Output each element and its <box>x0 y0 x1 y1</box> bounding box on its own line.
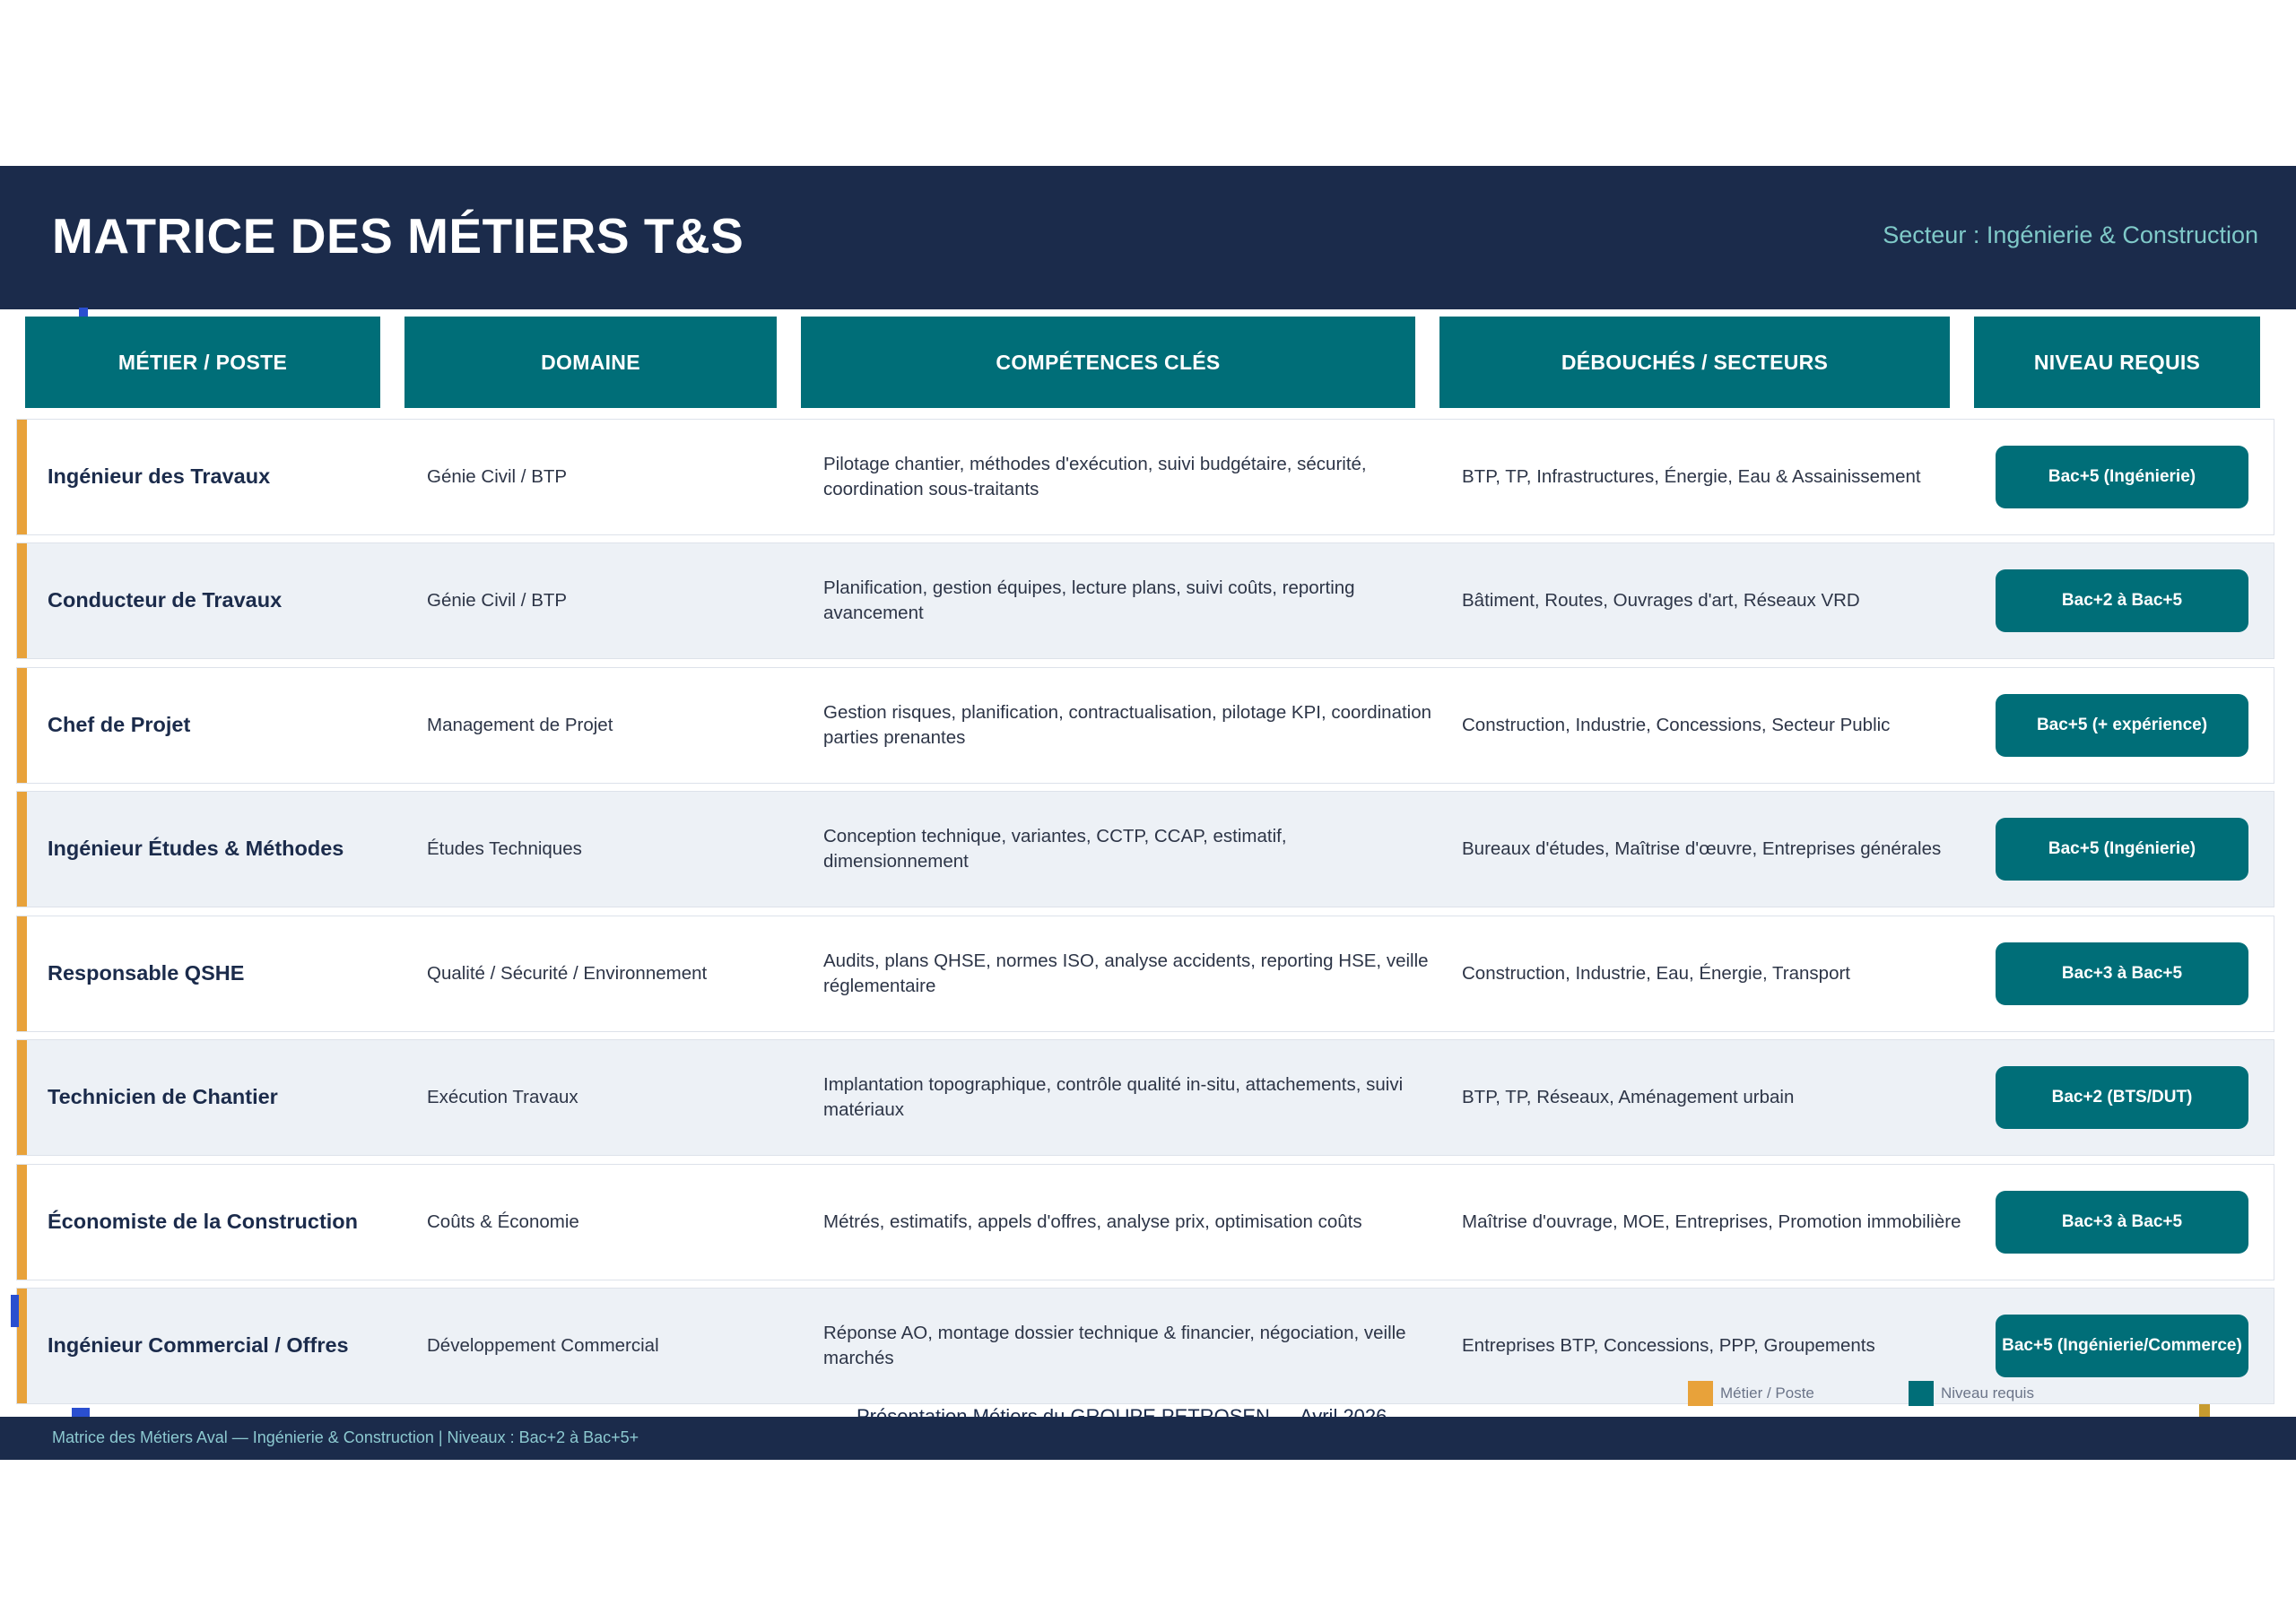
outlets-cell: Bureaux d'études, Maîtrise d'œuvre, Entreprises générales <box>1462 838 1942 860</box>
skills-cell: Réponse AO, montage dossier technique & financier, négociation, veille marchés <box>823 1323 1406 1368</box>
legend-swatch-orange <box>1688 1381 1713 1406</box>
skills-cell: Planification, gestion équipes, lecture plans, suivi coûts, reporting avancement <box>823 577 1355 623</box>
table-row <box>16 916 2274 1032</box>
skills-cell: Conception technique, variantes, CCTP, CCAP, estimatif, dimensionnement <box>823 826 1287 872</box>
job-title: Technicien de Chantier <box>48 1085 278 1109</box>
skills-cell: Implantation topographique, contrôle qualité in-situ, attachements, suivi matériaux <box>823 1074 1404 1120</box>
level-badge: Bac+5 (+ expérience) <box>1996 694 2248 757</box>
outlets-cell: Entreprises BTP, Concessions, PPP, Groupements <box>1462 1335 1875 1357</box>
outlets-cell: Bâtiment, Routes, Ouvrages d'art, Réseaux VRD <box>1462 590 1860 612</box>
table-row <box>16 791 2274 907</box>
column-header-skills: COMPÉTENCES CLÉS <box>801 317 1415 408</box>
decorative-fragment <box>2199 1404 2210 1417</box>
outlets-cell: BTP, TP, Réseaux, Aménagement urbain <box>1462 1087 1795 1108</box>
outlets-cell: Construction, Industrie, Concessions, Secteur Public <box>1462 715 1891 736</box>
domain-cell: Études Techniques <box>427 838 582 860</box>
decorative-fragment <box>11 1295 19 1327</box>
legend-item-job <box>1688 1381 1814 1406</box>
domain-cell: Management de Projet <box>427 715 613 736</box>
row-accent-bar <box>17 543 27 658</box>
skills-cell: Gestion risques, planification, contractualisation, pilotage KPI, coordination parties prenantes <box>823 702 1432 748</box>
column-header-job: MÉTIER / POSTE <box>25 317 380 408</box>
column-header-level: NIVEAU REQUIS <box>1974 317 2260 408</box>
row-accent-bar <box>17 792 27 907</box>
legend-item-level <box>1909 1381 2034 1406</box>
job-title: Ingénieur des Travaux <box>48 464 271 489</box>
legend-label: Métier / Poste <box>1720 1384 1814 1402</box>
outlets-cell: Construction, Industrie, Eau, Énergie, Transport <box>1462 963 1851 985</box>
outlets-cell: Maîtrise d'ouvrage, MOE, Entreprises, Promotion immobilière <box>1462 1211 1961 1233</box>
legend-label: Niveau requis <box>1941 1384 2034 1402</box>
page-title: MATRICE DES MÉTIERS T&S <box>52 208 744 264</box>
skills-cell: Métrés, estimatifs, appels d'offres, analyse prix, optimisation coûts <box>823 1211 1362 1233</box>
table-row <box>16 667 2274 784</box>
domain-cell: Coûts & Économie <box>427 1211 579 1233</box>
legend-swatch-teal <box>1909 1381 1934 1406</box>
table-row <box>16 542 2274 659</box>
level-badge: Bac+2 (BTS/DUT) <box>1996 1066 2248 1129</box>
row-accent-bar <box>17 420 27 534</box>
table-row <box>16 1164 2274 1280</box>
outlets-cell: BTP, TP, Infrastructures, Énergie, Eau & Assainissement <box>1462 466 1921 488</box>
level-badge: Bac+3 à Bac+5 <box>1996 942 2248 1005</box>
column-header-outlets: DÉBOUCHÉS / SECTEURS <box>1439 317 1950 408</box>
domain-cell: Génie Civil / BTP <box>427 590 568 612</box>
page-header <box>0 166 2296 309</box>
job-title: Économiste de la Construction <box>48 1210 359 1234</box>
table-row <box>16 1039 2274 1156</box>
job-title: Ingénieur Études & Méthodes <box>48 837 344 861</box>
level-badge: Bac+3 à Bac+5 <box>1996 1191 2248 1254</box>
domain-cell: Développement Commercial <box>427 1335 659 1357</box>
domain-cell: Exécution Travaux <box>427 1087 578 1108</box>
row-accent-bar <box>17 1165 27 1280</box>
row-accent-bar <box>17 916 27 1031</box>
level-badge: Bac+5 (Ingénierie/Commerce) <box>1996 1315 2248 1377</box>
table-row <box>16 419 2274 535</box>
level-badge: Bac+5 (Ingénierie) <box>1996 446 2248 508</box>
sector-subtitle: Secteur : Ingénierie & Construction <box>1883 221 2258 248</box>
job-title: Chef de Projet <box>48 713 191 737</box>
skills-cell: Audits, plans QHSE, normes ISO, analyse accidents, reporting HSE, veille réglementaire <box>823 950 1429 996</box>
row-accent-bar <box>17 668 27 783</box>
page-footer <box>0 1417 2296 1460</box>
row-accent-bar <box>17 1040 27 1155</box>
level-badge: Bac+5 (Ingénierie) <box>1996 818 2248 881</box>
job-title: Responsable QSHE <box>48 961 245 985</box>
job-title: Conducteur de Travaux <box>48 588 283 612</box>
decorative-fragment <box>72 1408 90 1417</box>
skills-cell: Pilotage chantier, méthodes d'exécution, suivi budgétaire, sécurité, coordination sous-traitants <box>823 454 1367 499</box>
footer-text: Matrice des Métiers Aval — Ingénierie & Construction | Niveaux : Bac+2 à Bac+5+ <box>52 1428 639 1446</box>
domain-cell: Génie Civil / BTP <box>427 466 568 488</box>
level-badge: Bac+2 à Bac+5 <box>1996 569 2248 632</box>
domain-cell: Qualité / Sécurité / Environnement <box>427 963 708 985</box>
overlapped-presentation-text <box>857 1406 1387 1417</box>
job-title: Ingénieur Commercial / Offres <box>48 1333 349 1358</box>
column-header-domain: DOMAINE <box>404 317 777 408</box>
